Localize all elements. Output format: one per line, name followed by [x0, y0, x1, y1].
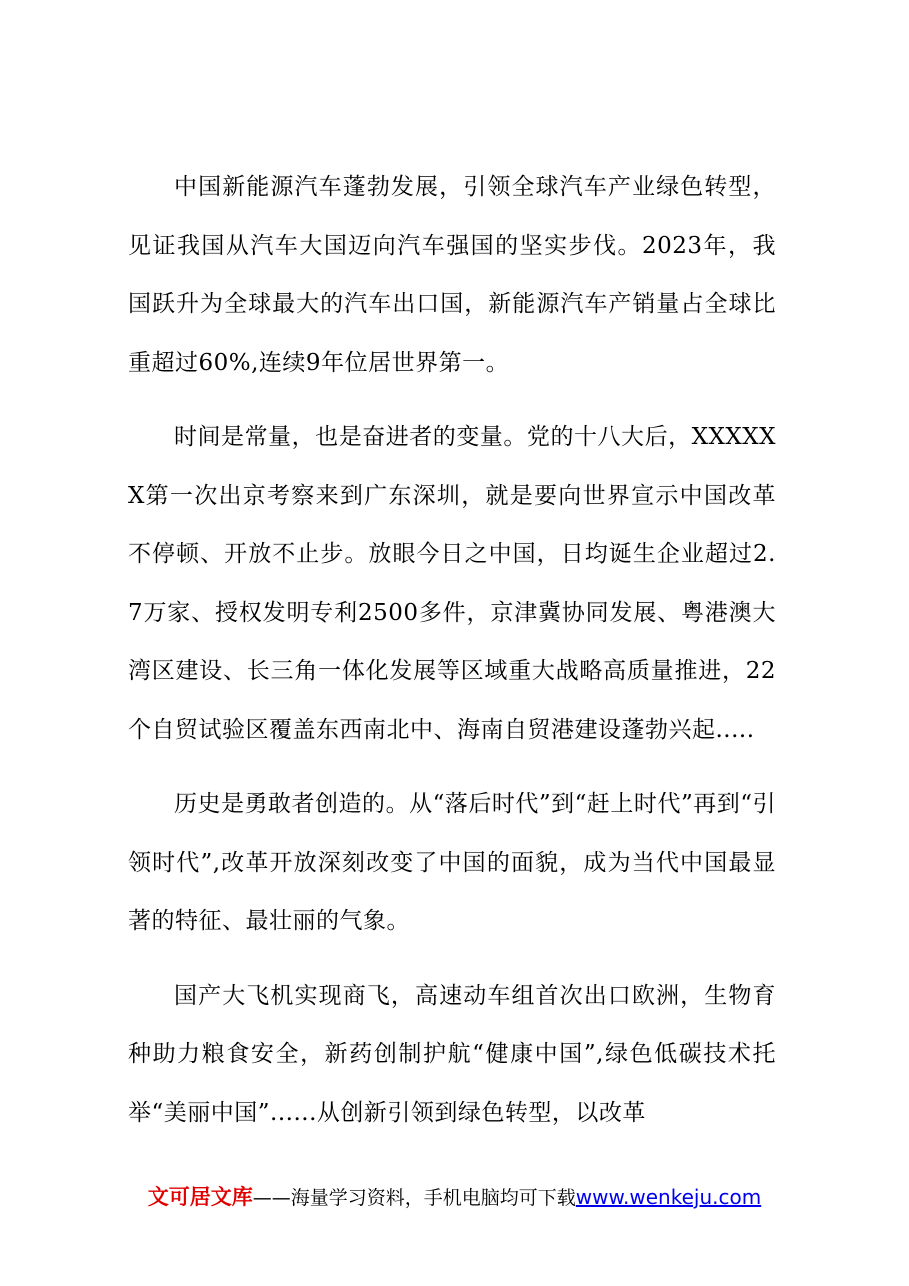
footer-tagline: ——海量学习资料，手机电脑均可下载	[252, 1187, 576, 1209]
paragraph-3: 历史是勇敢者创造的。从“落后时代”到“赶上时代”再到“引领时代”,改革开放深刻改变了中国的面貌，成为当代中国最显著的特征、最壮丽的气象。	[128, 791, 776, 934]
footer-brand: 文可居文库	[147, 1185, 253, 1209]
paragraph-1: 中国新能源汽车蓬勃发展，引领全球汽车产业绿色转型，见证我国从汽车大国迈向汽车强国的坚实步伐。2023年，我国跃升为全球最大的汽车出口国，新能源汽车产销量占全球比重超过60%,连续9年位居世界第一。	[128, 174, 776, 376]
page-footer	[0, 1181, 909, 1211]
paragraph-4: 国产大飞机实现商飞，高速动车组首次出口欧洲，生物育种助力粮食安全，新药创制护航“健康中国”,绿色低碳技术托举“美丽中国”......从创新引领到绿色转型，以改革	[128, 982, 776, 1126]
document-body	[128, 158, 776, 1158]
footer-site-link[interactable]: www.wenkeju.com	[575, 1185, 762, 1209]
paragraph-2: 时间是常量，也是奋进者的变量。党的十八大后，XXXXXX第一次出京考察来到广东深圳，就是要向世界宣示中国改革不停顿、开放不止步。放眼今日之中国，日均诞生企业超过2.7万家、授权发明专利2500多件，京津冀协同发展、粤港澳大湾区建设、长三角一体化发展等区域重大战略高质量推进，22个自贸试验区覆盖东西南北中、海南自贸港建设蓬勃兴起.....	[128, 424, 776, 743]
